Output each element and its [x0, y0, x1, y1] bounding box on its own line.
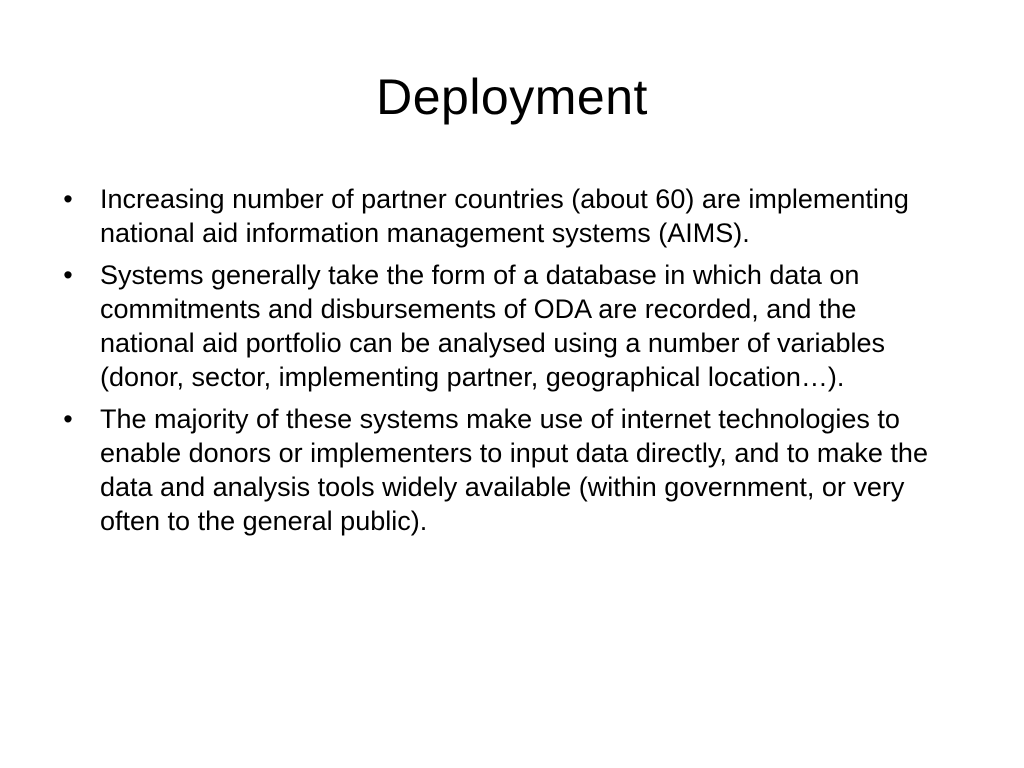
- bullet-icon: •: [63, 260, 73, 290]
- bullet-item: [56, 258, 956, 394]
- bullet-icon: •: [63, 184, 73, 214]
- bullet-icon: •: [63, 404, 73, 434]
- slide-title: Deployment: [376, 69, 648, 125]
- bullet-item: [56, 402, 956, 538]
- bullet-item: [56, 182, 956, 250]
- bullet-list: [56, 182, 956, 546]
- bullet-text: The majority of these systems make use of internet technologies to enable donors or implementers to input data directly, and to make the data and analysis tools widely available (within government, or very often to the general public).: [100, 404, 928, 536]
- bullet-text: Systems generally take the form of a database in which data on commitments and disbursements of ODA are recorded, and the national aid portfolio can be analysed using a number of variables (donor, sector, implementing partner, geographical location…).: [100, 260, 886, 392]
- bullet-text: Increasing number of partner countries (about 60) are implementing national aid information management systems (AIMS).: [100, 184, 909, 248]
